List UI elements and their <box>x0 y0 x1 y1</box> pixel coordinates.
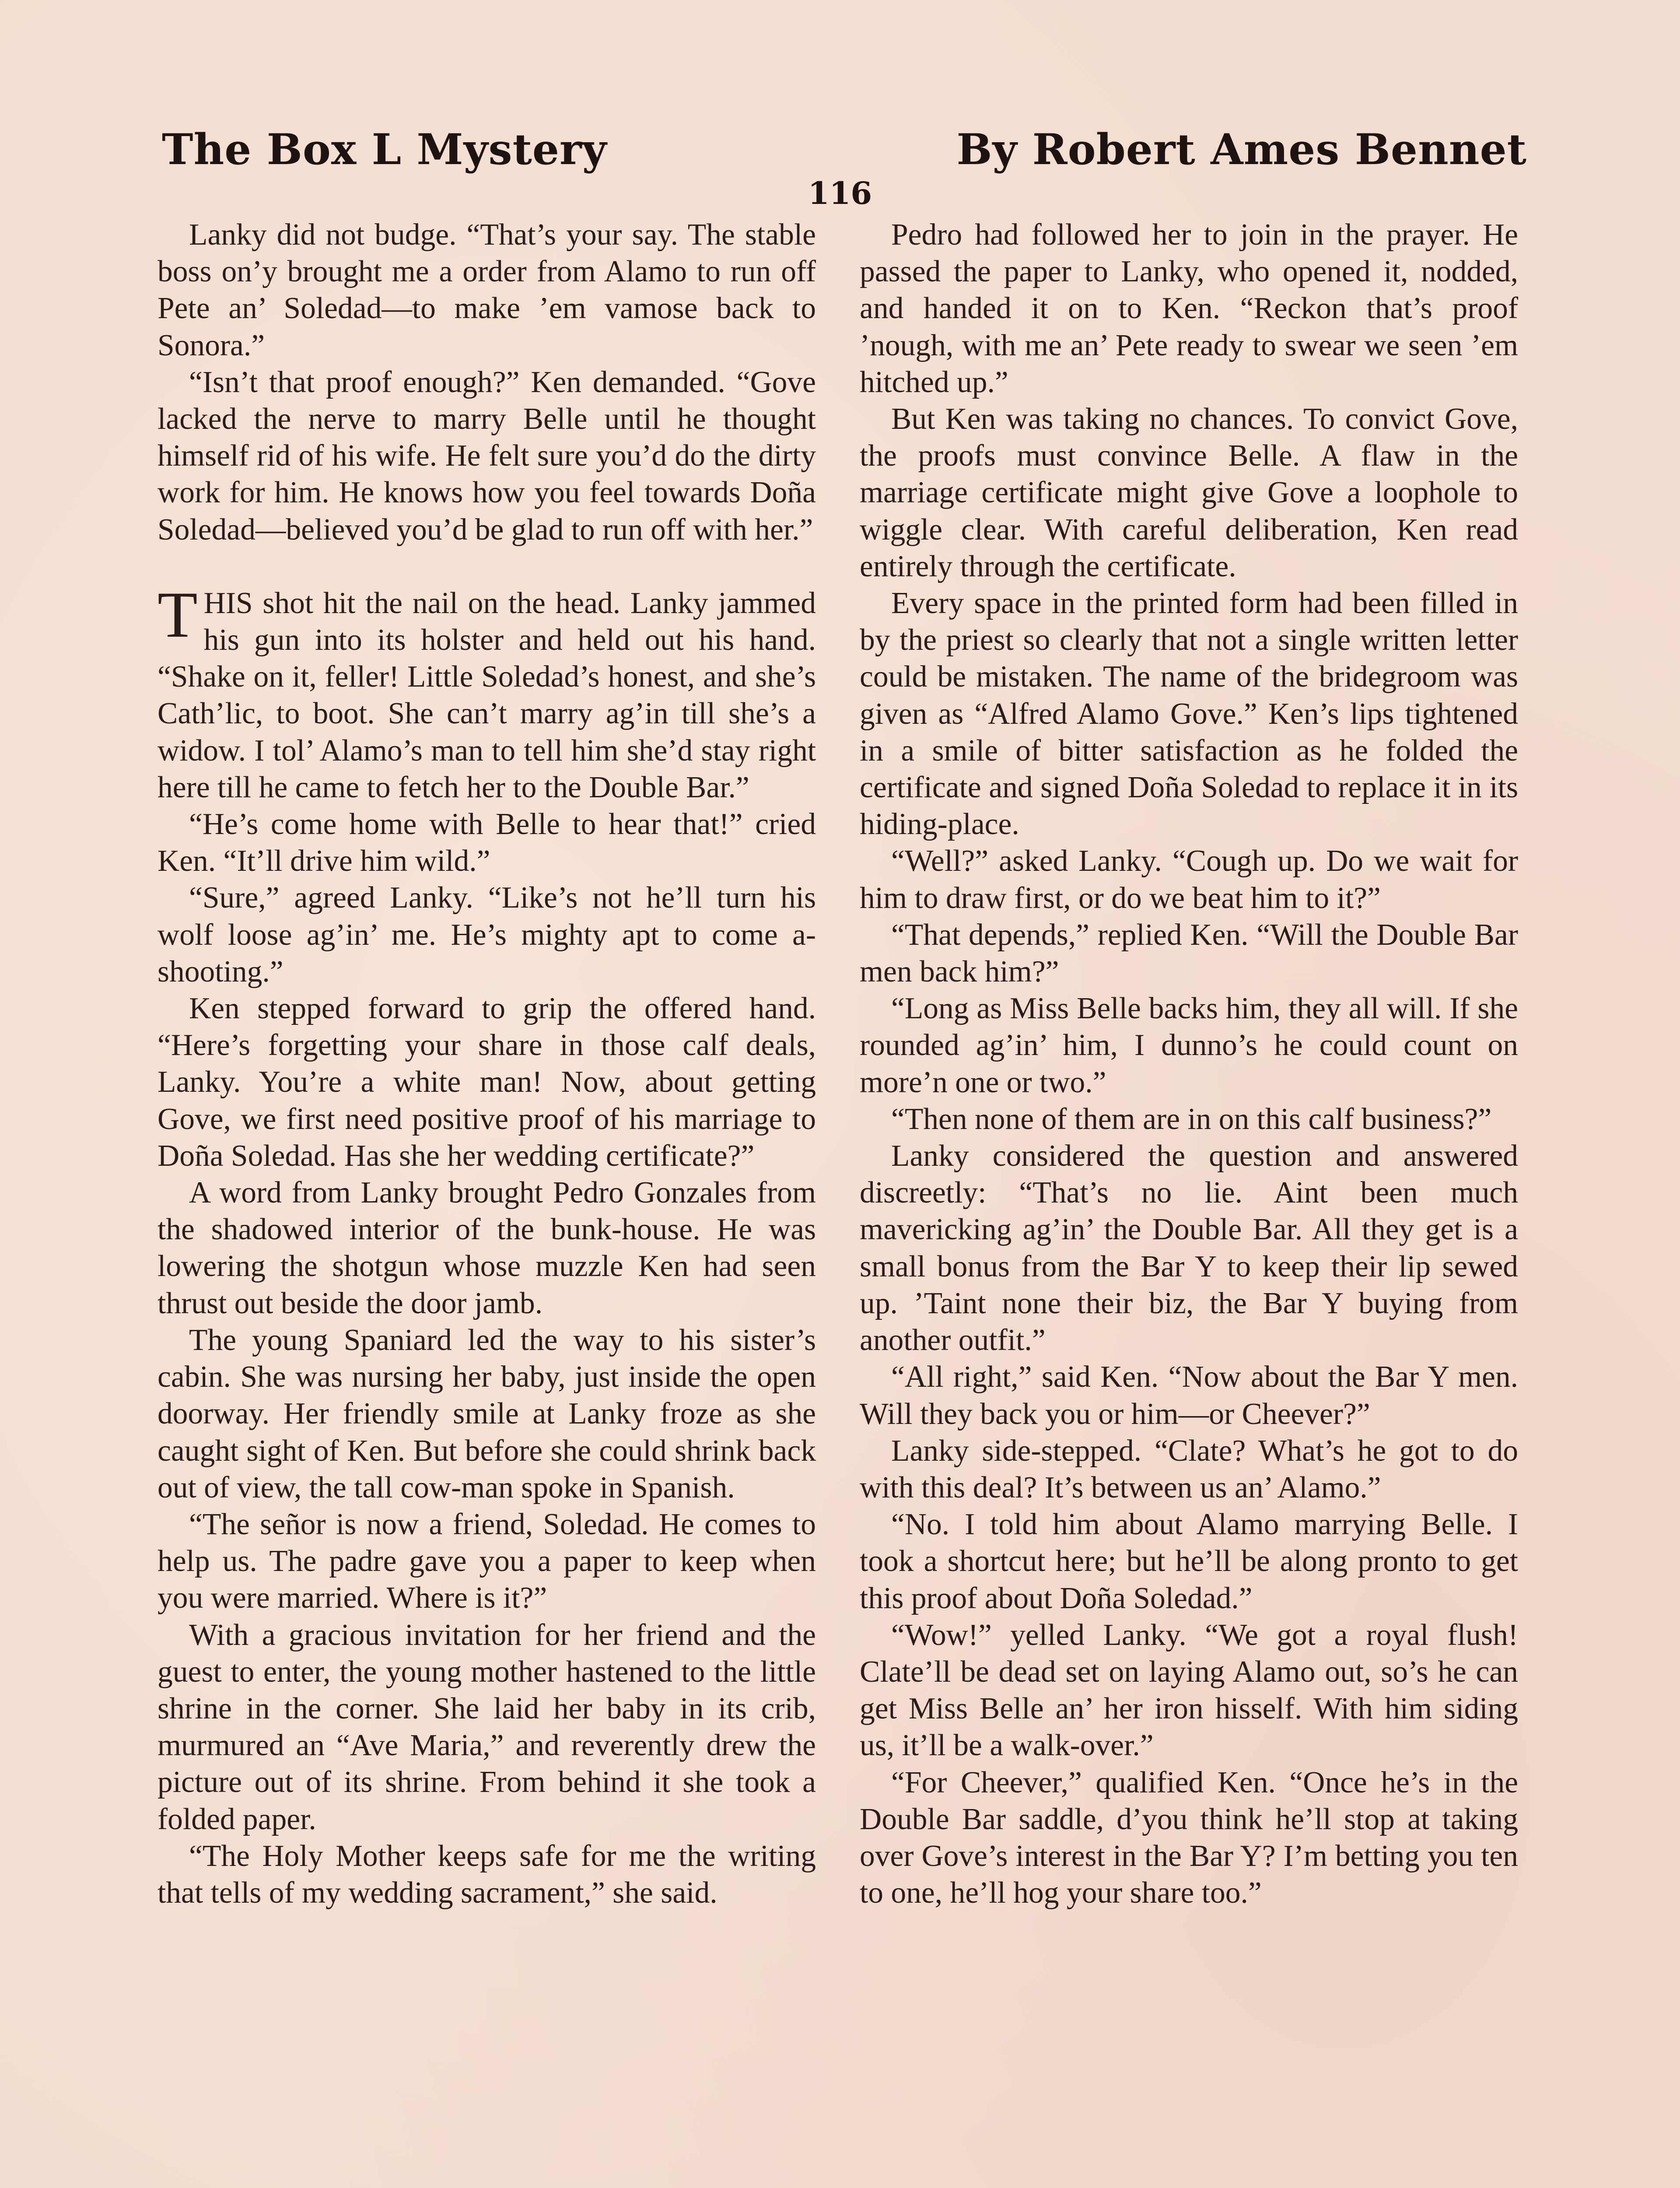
paragraph: The young Spaniard led the way to his sister’s cabin. She was nursing her baby, just inside the open doorway. Her friendly smile at Lanky froze as she caught sight of Ken. But before she could shrink back out of view, the tall cow-man spoke in Spanish. <box>158 1323 816 1504</box>
paragraph: “All right,” said Ken. “Now about the Bar Y men. Will they back you or him—or Cheever?” <box>860 1360 1518 1431</box>
left-column <box>158 217 816 1911</box>
drop-cap: T <box>158 578 198 651</box>
paragraph: Every space in the printed form had been filled in by the priest so clearly that not a single written letter could be mistaken. The name of the bridegroom was given as “Alfred Alamo Gove.” Ken’s lips tightened in a smile of bitter satisfaction as he folded the certificate and signed Doña Soledad to replace it in its hiding-place. <box>860 586 1518 842</box>
paragraph: Lanky did not budge. “That’s your say. The stable boss on’y brought me a order from Alamo to run off Pete an’ Soledad—to make ’em vamose back to Sonora.” <box>158 218 816 362</box>
paragraph: Lanky side-stepped. “Clate? What’s he got to do with this deal? It’s between us an’ Alamo.” <box>860 1434 1518 1504</box>
paragraph: “That depends,” replied Ken. “Will the Double Bar men back him?” <box>860 918 1518 989</box>
paragraph: “Well?” asked Lanky. “Cough up. Do we wait for him to draw first, or do we beat him to it?” <box>860 844 1518 915</box>
paragraph: “No. I told him about Alamo marrying Belle. I took a shortcut here; but he’ll be along pronto to get this proof about Doña Soledad.” <box>860 1508 1518 1615</box>
paragraph: A word from Lanky brought Pedro Gonzales from the shadowed interior of the bunk-house. He was lowering the shotgun whose muzzle Ken had seen thrust out beside the door jamb. <box>158 1176 816 1320</box>
paragraph: “Then none of them are in on this calf business?” <box>891 1102 1492 1136</box>
paragraph: But Ken was taking no chances. To convict Gove, the proofs must convince Belle. A flaw in the marriage certificate might give Gove a loophole to wiggle clear. With careful deliberation, Ken read entirely through the certificate. <box>860 402 1518 583</box>
paragraph: Pedro had followed her to join in the prayer. He passed the paper to Lanky, who opened it, nodded, and handed it on to Ken. “Reckon that’s proof ’nough, with me an’ Pete ready to swear we seen ’em hitched up.” <box>860 218 1518 399</box>
paragraph: “He’s come home with Belle to hear that!” cried Ken. “It’ll drive him wild.” <box>158 807 816 878</box>
paragraph: Ken stepped forward to grip the offered hand. “Here’s forgetting your share in those calf deals, Lanky. You’re a white man! Now, about getting Gove, we first need positive proof of his marriage to Doña Soledad. Has she her wedding certificate?” <box>158 992 816 1173</box>
page-number: 116 <box>808 175 872 211</box>
author-byline: By Robert Ames Bennet <box>956 125 1527 174</box>
right-column <box>860 217 1518 1911</box>
paragraph: “Sure,” agreed Lanky. “Like’s not he’ll turn his wolf loose ag’in’ me. He’s mighty apt to come a-shooting.” <box>158 881 816 989</box>
paragraph: “Isn’t that proof enough?” Ken demanded. “Gove lacked the nerve to marry Belle until he thought himself rid of his wife. He felt sure you’d do the dirty work for him. He knows how you feel towards Doña Soledad—believed you’d be glad to run off with her.” <box>158 365 816 547</box>
paragraph: “The señor is now a friend, Soledad. He comes to help us. The padre gave you a paper to keep when you were married. Where is it?” <box>158 1507 816 1615</box>
paragraph-drop-cap <box>158 578 816 806</box>
paragraph: With a gracious invitation for her friend and the guest to enter, the young mother hastened to the little shrine in the corner. She laid her baby in its crib, murmured an “Ave Maria,” and reverently drew the picture out of its shrine. From behind it she took a folded paper. <box>158 1618 816 1836</box>
paragraph: “For Cheever,” qualified Ken. “Once he’s in the Double Bar saddle, d’you think he’ll stop at taking over Gove’s interest in the Bar Y? I’m betting you ten to one, he’ll hog your share too.” <box>860 1765 1518 1910</box>
paragraph: “Wow!” yelled Lanky. “We got a royal flush! Clate’ll be dead set on laying Alamo out, so’s he can get Miss Belle an’ her iron hisself. With him siding us, it’ll be a walk-over.” <box>860 1618 1518 1763</box>
story-title: The Box L Mystery <box>162 125 607 174</box>
paragraph: “Long as Miss Belle backs him, they all will. If she rounded ag’in’ him, I dunno’s he could count on more’n one or two.” <box>860 992 1518 1099</box>
paragraph: “The Holy Mother keeps safe for me the writing that tells of my wedding sacrament,” she said. <box>158 1839 816 1910</box>
paragraph-text: HIS shot hit the nail on the head. Lanky jammed his gun into its holster and held out his hand. “Shake on it, feller! Little Soledad’s honest, and she’s Cath’lic, to boot. She can’t marry ag’in till she’s a widow. I tol’ Alamo’s man to tell him she’d stay right here till he came to fetch her to the Double Bar.” <box>158 586 816 804</box>
paragraph: Lanky considered the question and answered discreetly: “That’s no lie. Aint been much mavericking ag’in’ the Double Bar. All they get is a small bonus from the Bar Y to keep their lip sewed up. ’Taint none their biz, the Bar Y buying from another outfit.” <box>860 1139 1518 1357</box>
